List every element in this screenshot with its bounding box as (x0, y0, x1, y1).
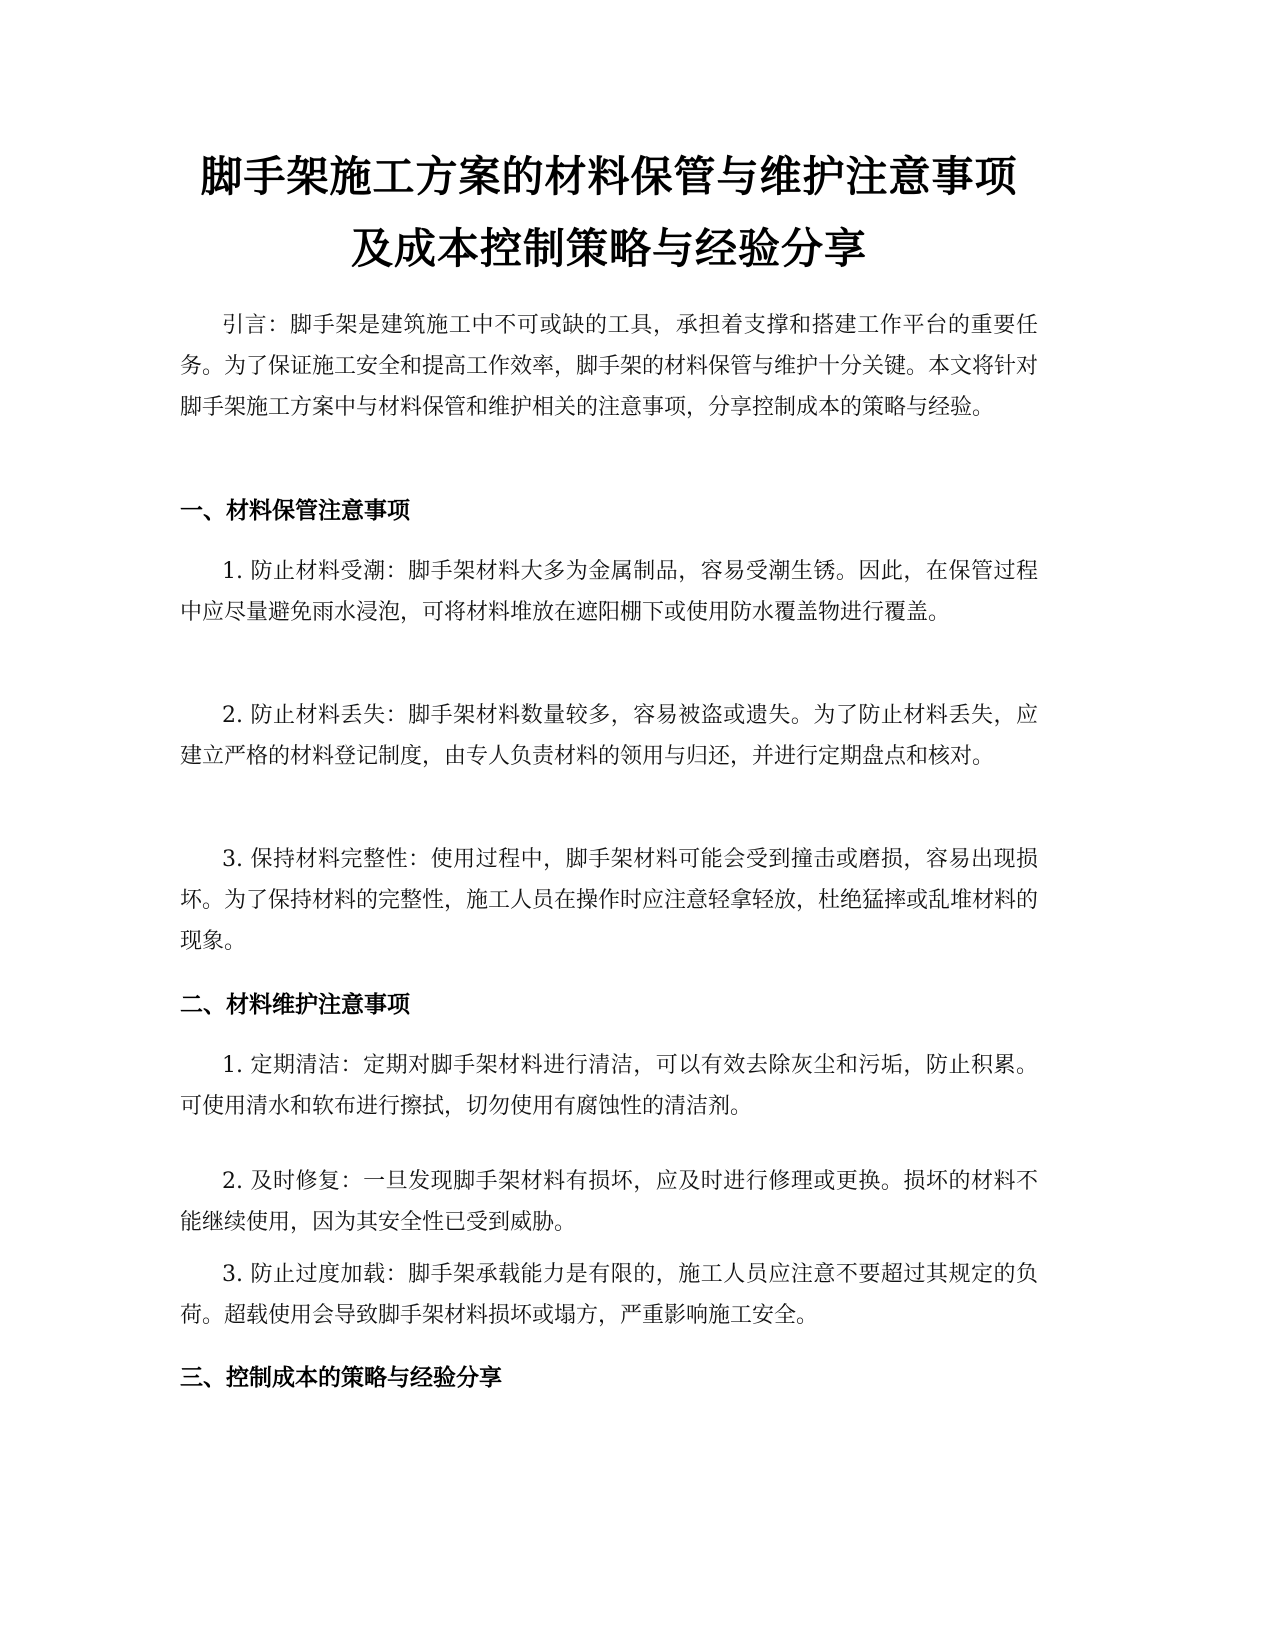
section-2-item-1: 1. 定期清洁：定期对脚手架材料进行清洁，可以有效去除灰尘和污垢，防止积累。可使用清水和软布进行擦拭，切勿使用有腐蚀性的清洁剂。 (180, 1053, 1038, 1119)
section-1-item-1: 1. 防止材料受潮：脚手架材料大多为金属制品，容易受潮生锈。因此，在保管过程中应尽量避免雨水浸泡，可将材料堆放在遮阳棚下或使用防水覆盖物进行覆盖。 (180, 559, 1038, 625)
section-1-heading: 一、材料保管注意事项 (180, 498, 410, 524)
intro-paragraph: 引言：脚手架是建筑施工中不可或缺的工具，承担着支撑和搭建工作平台的重要任务。为了保证施工安全和提高工作效率，脚手架的材料保管与维护十分关键。本文将针对脚手架施工方案中与材料保管和维护相关的注意事项，分享控制成本的策略与经验。 (180, 313, 1039, 420)
section-1-item-2: 2. 防止材料丢失：脚手架材料数量较多，容易被盗或遗失。为了防止材料丢失，应建立严格的材料登记制度，由专人负责材料的领用与归还，并进行定期盘点和核对。 (180, 703, 1038, 769)
section-2-item-3: 3. 防止过度加载：脚手架承载能力是有限的，施工人员应注意不要超过其规定的负荷。超载使用会导致脚手架材料损坏或塌方，严重影响施工安全。 (180, 1262, 1038, 1328)
section-2-item-2: 2. 及时修复：一旦发现脚手架材料有损坏，应及时进行修理或更换。损坏的材料不能继续使用，因为其安全性已受到威胁。 (180, 1169, 1038, 1235)
document-title-line-1: 脚手架施工方案的材料保管与维护注意事项 (200, 152, 1018, 201)
document-title-line-2: 及成本控制策略与经验分享 (350, 224, 867, 273)
section-2-heading: 二、材料维护注意事项 (180, 992, 410, 1018)
section-3-heading: 三、控制成本的策略与经验分享 (180, 1365, 502, 1391)
section-1-item-3: 3. 保持材料完整性：使用过程中，脚手架材料可能会受到撞击或磨损，容易出现损坏。为了保持材料的完整性，施工人员在操作时应注意轻拿轻放，杜绝猛摔或乱堆材料的现象。 (180, 847, 1039, 954)
